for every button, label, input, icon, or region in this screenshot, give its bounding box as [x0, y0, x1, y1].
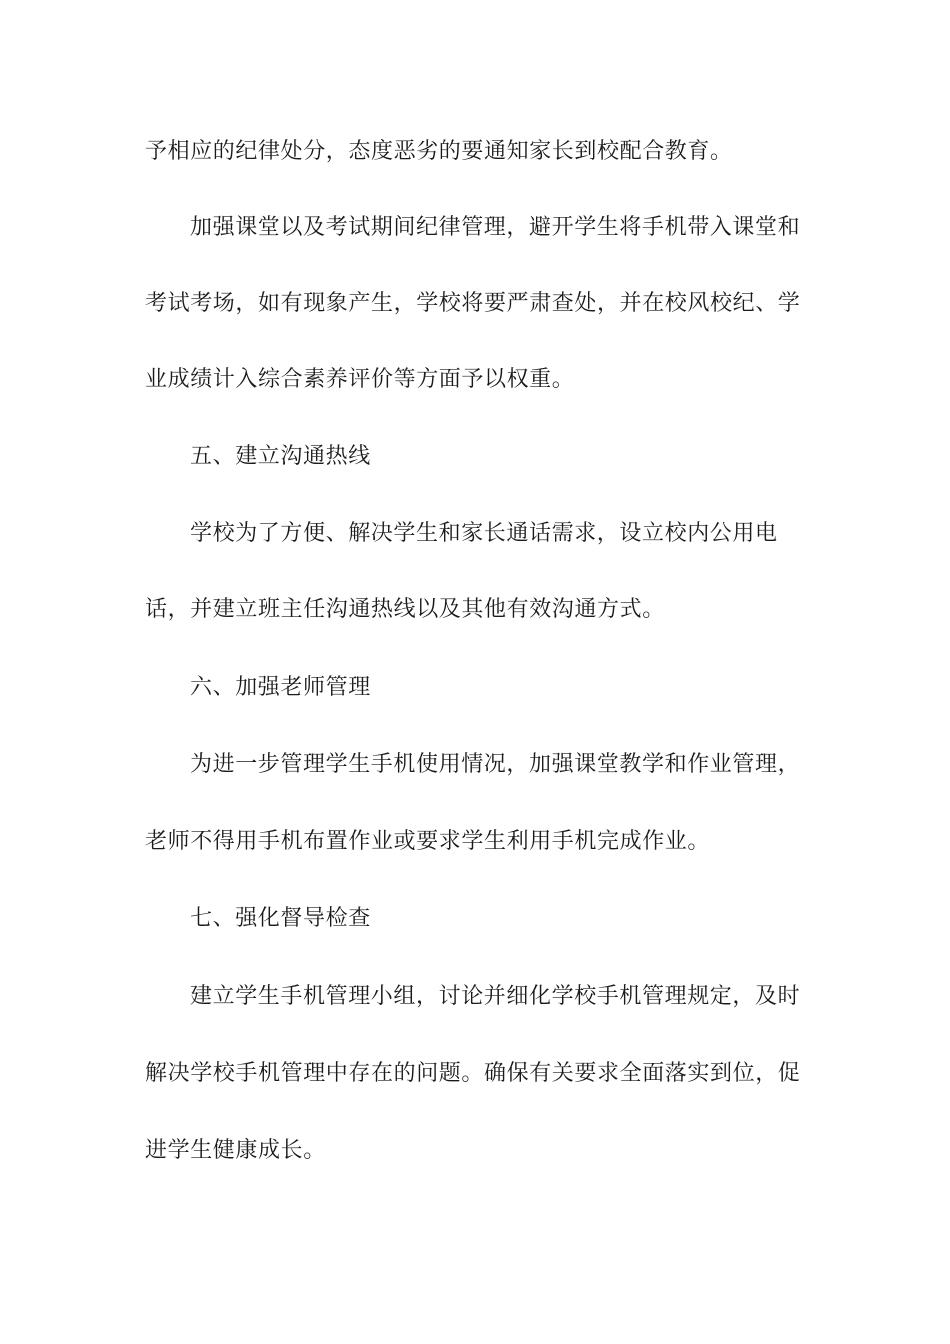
paragraph-line: 进学生健康成长。: [145, 1138, 326, 1163]
paragraph-line: 解决学校手机管理中存在的问题。确保有关要求全面落实到位，促: [145, 1061, 801, 1086]
paragraph-line: 建立学生手机管理小组，讨论并细化学校手机管理规定，及时: [190, 984, 801, 1009]
paragraph-line: 话，并建立班主任沟通热线以及其他有效沟通方式。: [145, 597, 665, 622]
paragraph-line: 为进一步管理学生手机使用情况，加强课堂教学和作业管理，: [190, 752, 801, 777]
section-heading: 五、建立沟通热线: [190, 444, 371, 469]
paragraph-line: 业成绩计入综合素养评价等方面予以权重。: [145, 367, 575, 392]
section-heading: 六、加强老师管理: [190, 675, 371, 700]
paragraph-line: 加强课堂以及考试期间纪律管理，避开学生将手机带入课堂和: [190, 215, 801, 240]
paragraph-line: 老师不得用手机布置作业或要求学生利用手机完成作业。: [145, 829, 711, 854]
paragraph-line: 考试考场，如有现象产生，学校将要严肃查处，并在校风校纪、学: [145, 291, 801, 316]
paragraph-line: 予相应的纪律处分，态度恶劣的要通知家长到校配合教育。: [145, 139, 733, 164]
paragraph-line: 学校为了方便、解决学生和家长通话需求，设立校内公用电: [190, 521, 778, 546]
section-heading: 七、强化督导检查: [190, 906, 371, 931]
